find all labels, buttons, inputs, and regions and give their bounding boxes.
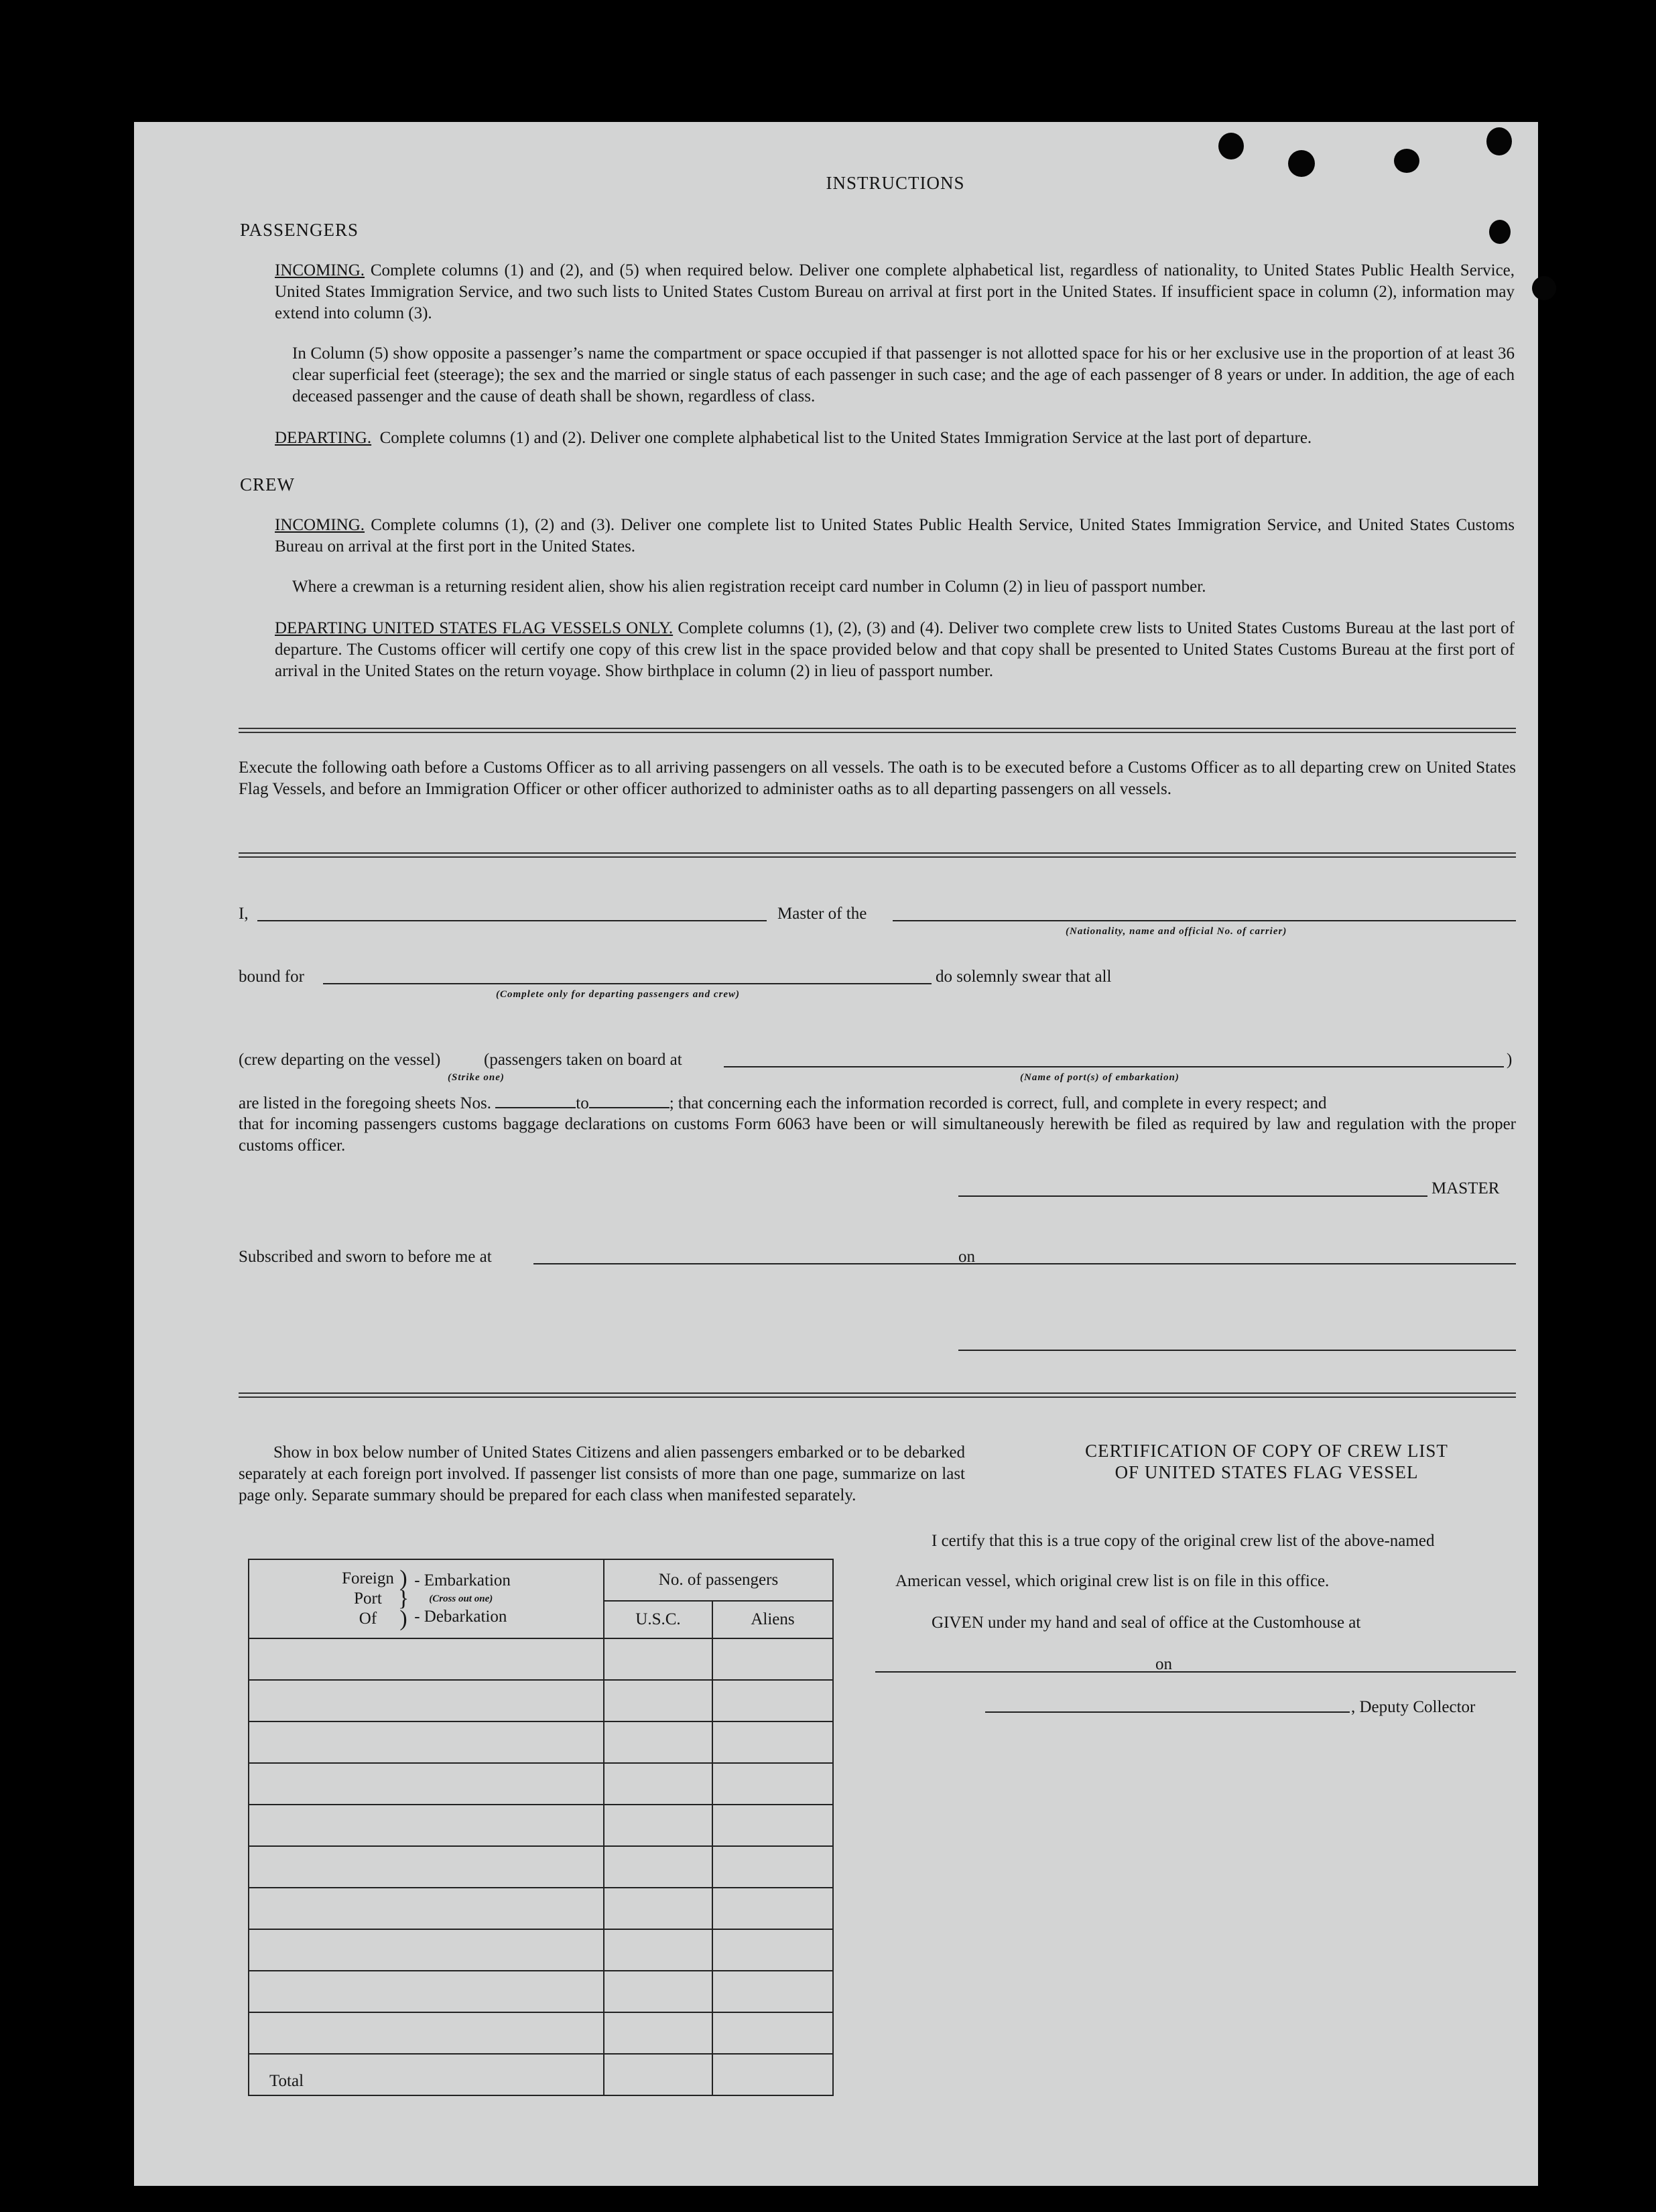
master-label: MASTER xyxy=(1431,1179,1500,1197)
bound-for-line[interactable] xyxy=(323,983,932,984)
section-divider xyxy=(239,1392,1516,1398)
passengers-departing-paragraph xyxy=(275,428,1521,449)
aliens-cell[interactable] xyxy=(712,1763,833,1805)
no-passengers-header: No. of passengers xyxy=(604,1559,833,1601)
crew-departing-text: Complete columns (1), (2), (3) and (4). Deliver two complete crew lists to United States Customs Bureau at the last port of departure. The Customs officer will certify one copy of this crew list in the space provided below and that copy shall be presented to United States Customs Bureau at the first port of arrival in the United States on the return voyage. Show birthplace in column (2) in lieu of passport number. xyxy=(275,619,1515,680)
certification-on-label: on xyxy=(1155,1655,1172,1673)
usc-cell[interactable] xyxy=(604,1638,712,1680)
table-row xyxy=(249,2012,833,2054)
passengers-departing-label: DEPARTING. xyxy=(275,429,372,447)
carrier-line[interactable] xyxy=(893,920,1516,921)
certify-line2: American vessel, which original crew list is on file in this office. xyxy=(895,1572,1330,1590)
nationality-caption: (Nationality, name and official No. of carrier) xyxy=(1066,926,1287,937)
table-row xyxy=(249,1929,833,1971)
usc-cell[interactable] xyxy=(604,2012,712,2054)
listed-to: to xyxy=(576,1094,589,1112)
aliens-cell[interactable] xyxy=(712,1680,833,1721)
port-cell[interactable] xyxy=(249,1763,604,1805)
aliens-cell[interactable] xyxy=(712,1805,833,1846)
aliens-cell[interactable] xyxy=(712,1971,833,2012)
port-caption: (Name of port(s) of embarkation) xyxy=(1020,1072,1180,1083)
crew-incoming-label: INCOMING. xyxy=(275,516,365,534)
table-row xyxy=(249,1763,833,1805)
passengers-departing-text: Complete columns (1) and (2). Deliver one complete alphabetical list to the United States Immigration Service at the last port of departure. xyxy=(379,429,1312,447)
certification-date-line[interactable] xyxy=(1175,1671,1516,1673)
deputy-collector-line[interactable] xyxy=(985,1711,1350,1713)
oath-instruction: Execute the following oath before a Customs Officer as to all arriving passengers on all vessels. The oath is to be executed before a Customs Officer as to all departing crew on United States Flag Vessels, and before an Immigration Officer or other officer authorized to administer oaths as to all departing passengers on all vessels. xyxy=(239,759,1516,798)
certification-title-line1: CERTIFICATION OF COPY OF CREW LIST xyxy=(1085,1441,1448,1461)
usc-cell[interactable] xyxy=(604,1929,712,1971)
port-header-line: Of xyxy=(359,1610,377,1628)
listed-suffix: ; that concerning each the information recorded is correct, full, and complete in every respect; and xyxy=(669,1094,1327,1112)
table-row xyxy=(249,1805,833,1846)
cross-out-caption: (Cross out one) xyxy=(429,1593,493,1604)
table-row xyxy=(249,1971,833,2012)
bound-for-label: bound for xyxy=(239,968,304,986)
aliens-header: Aliens xyxy=(712,1601,833,1638)
given-line: GIVEN under my hand and seal of office at the Customhouse at xyxy=(932,1614,1361,1632)
port-cell[interactable] xyxy=(249,1721,604,1763)
officer-signature-line[interactable] xyxy=(958,1350,1516,1351)
usc-cell[interactable] xyxy=(604,1721,712,1763)
usc-cell[interactable] xyxy=(604,1888,712,1929)
certification-title-line2: OF UNITED STATES FLAG VESSEL xyxy=(1114,1462,1419,1482)
port-cell[interactable] xyxy=(249,1846,604,1888)
deputy-collector-label: , Deputy Collector xyxy=(1351,1698,1476,1716)
section-divider xyxy=(239,852,1516,858)
table-row xyxy=(249,1680,833,1721)
port-cell[interactable] xyxy=(249,1929,604,1971)
usc-cell[interactable] xyxy=(604,1971,712,2012)
sheet-from-field[interactable] xyxy=(495,1092,576,1108)
total-label: Total xyxy=(249,2054,604,2095)
port-cell[interactable] xyxy=(249,1805,604,1846)
usc-total-cell[interactable] xyxy=(604,2054,712,2095)
total-row xyxy=(249,2054,833,2095)
sheets-line xyxy=(239,1092,1516,1114)
listed-rest: that for incoming passengers customs baggage declarations on customs Form 6063 have been or will simultaneously herewith be filed as required by law and regulation with the proper customs officer. xyxy=(239,1115,1516,1155)
close-paren: ) xyxy=(1507,1051,1513,1069)
page-title: INSTRUCTIONS xyxy=(826,173,965,193)
port-cell[interactable] xyxy=(249,1888,604,1929)
crew-incoming-paragraph xyxy=(275,515,1515,558)
passengers-heading: PASSENGERS xyxy=(240,220,359,240)
punch-hole-mark xyxy=(1394,149,1419,173)
passengers-incoming-paragraph xyxy=(275,260,1515,324)
embarkation-port-line[interactable] xyxy=(724,1066,1504,1067)
port-column-header xyxy=(249,1559,604,1638)
listed-prefix: are listed in the foregoing sheets Nos. xyxy=(239,1094,491,1112)
column5-paragraph: In Column (5) show opposite a passenger’s name the compartment or space occupied if that passenger is not allotted space for his or her exclusive use in the proportion of at least 36 clear superficial feet (steerage); the sex and the married or single status of each passenger in such case; and the age of each passenger of 8 years or under. In addition, the age of each deceased passenger and the cause of death shall be shown, regardless of class. xyxy=(292,344,1515,405)
complete-only-caption: (Complete only for departing passengers and crew) xyxy=(496,989,740,1000)
crew-departing-paragraph xyxy=(275,618,1515,682)
port-cell[interactable] xyxy=(249,1971,604,2012)
sworn-on-label: on xyxy=(958,1248,975,1266)
passengers-incoming-label: INCOMING. xyxy=(275,261,365,279)
aliens-cell[interactable] xyxy=(712,1721,833,1763)
table-row xyxy=(249,1721,833,1763)
oath-i-label: I, xyxy=(239,905,249,923)
sheet-to-field[interactable] xyxy=(589,1092,670,1108)
subscribed-label: Subscribed and sworn to before me at xyxy=(239,1248,492,1266)
table-row xyxy=(249,1846,833,1888)
passengers-taken-option: (passengers taken on board at xyxy=(484,1051,682,1069)
master-of-the-label: Master of the xyxy=(777,905,867,923)
debarkation-label: - Debarkation xyxy=(414,1608,507,1626)
crew-departing-label: DEPARTING UNITED STATES FLAG VESSELS ONLY. xyxy=(275,619,674,637)
crew-departing-option: (crew departing on the vessel) xyxy=(239,1051,441,1069)
passenger-summary-table xyxy=(248,1559,834,2096)
crewman-paragraph: Where a crewman is a returning resident alien, show his alien registration receipt card number in Column (2) in lieu of passport number. xyxy=(292,578,1206,596)
brace-glyph: ) } ) xyxy=(397,1566,409,1631)
aliens-cell[interactable] xyxy=(712,2012,833,2054)
punch-hole-mark xyxy=(1486,127,1512,155)
aliens-cell[interactable] xyxy=(712,1846,833,1888)
usc-header: U.S.C. xyxy=(604,1601,712,1638)
strike-one-caption: (Strike one) xyxy=(448,1072,505,1083)
usc-cell[interactable] xyxy=(604,1805,712,1846)
port-cell[interactable] xyxy=(249,1638,604,1680)
usc-cell[interactable] xyxy=(604,1846,712,1888)
crew-incoming-text: Complete columns (1), (2) and (3). Deliver one complete list to United States Public Health Service, United States Immigration Service, and United States Customs Bureau on arrival at the first port in the United States. xyxy=(275,516,1515,556)
port-header-line: Port xyxy=(354,1589,382,1608)
port-cell[interactable] xyxy=(249,2012,604,2054)
usc-cell[interactable] xyxy=(604,1763,712,1805)
summary-instruction: Show in box below number of United States Citizens and alien passengers embarked or to be debarked separately at each foreign port involved. If passenger list consists of more than one page, summarize on last page only. Separate summary should be prepared for each class when manifested separately. xyxy=(239,1443,965,1504)
crew-heading: CREW xyxy=(240,474,295,495)
aliens-cell[interactable] xyxy=(712,1638,833,1680)
passengers-incoming-text: Complete columns (1) and (2), and (5) when required below. Deliver one complete alphabetical list, regardless of nationality, to United States Public Health Service, United States Immigration Service, and two such lists to United States Custom Bureau on arrival at first port in the United States. If insufficient space in column (2), information may extend into column (3). xyxy=(275,261,1515,322)
punch-hole-mark xyxy=(1218,133,1244,159)
usc-cell[interactable] xyxy=(604,1680,712,1721)
aliens-total-cell[interactable] xyxy=(712,2054,833,2095)
punch-hole-mark xyxy=(1532,276,1556,300)
embarkation-label: - Embarkation xyxy=(414,1571,511,1589)
section-divider xyxy=(239,728,1516,733)
table-row xyxy=(249,1888,833,1929)
form-page xyxy=(134,122,1538,2186)
aliens-cell[interactable] xyxy=(712,1888,833,1929)
port-header-line: Foreign xyxy=(342,1569,394,1587)
punch-hole-mark xyxy=(1489,220,1511,244)
swear-label: do solemnly swear that all xyxy=(936,968,1112,986)
port-cell[interactable] xyxy=(249,1680,604,1721)
sworn-date-line[interactable] xyxy=(980,1263,1516,1264)
aliens-cell[interactable] xyxy=(712,1929,833,1971)
table-row xyxy=(249,1638,833,1680)
certify-line1: I certify that this is a true copy of the original crew list of the above-named xyxy=(932,1532,1435,1550)
master-signature-line[interactable] xyxy=(958,1195,1427,1197)
master-name-line[interactable] xyxy=(257,920,767,921)
